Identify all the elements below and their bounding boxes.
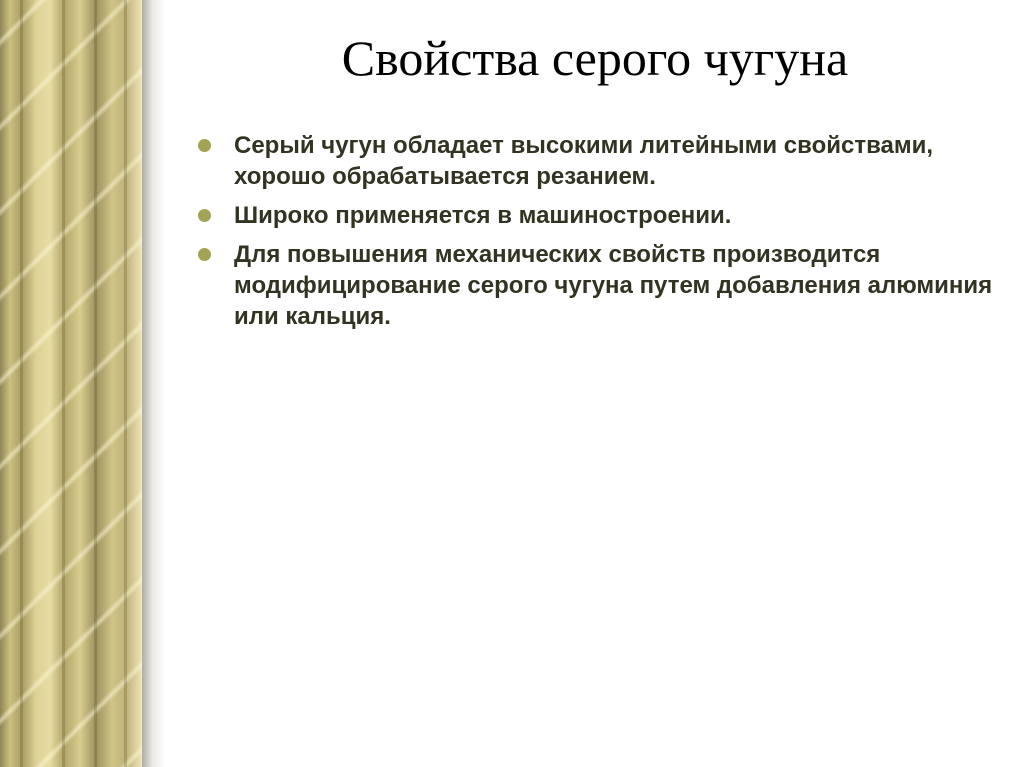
bullet-item <box>198 130 1018 192</box>
border-stripe <box>124 0 127 767</box>
bullet-item <box>198 239 1018 332</box>
border-shadow <box>142 0 166 767</box>
border-stripe <box>94 0 97 767</box>
slide-title: Свойства серого чугуна <box>341 30 849 86</box>
bullet-dot-icon <box>198 248 211 261</box>
bullet-dot-icon <box>198 209 211 222</box>
bullet-item <box>198 200 1018 231</box>
border-stripe <box>62 0 65 767</box>
decorative-gold-border <box>0 0 142 767</box>
bullet-text: Серый чугун обладает высокими литейными свойствами, хорошо обрабатывается резанием. <box>234 132 934 190</box>
border-stripe <box>20 0 23 767</box>
bullet-text: Для повышения механических свойств производится модифицирование серого чугуна путем добавления алюминия или кальция. <box>234 241 993 330</box>
bullet-text: Широко применяется в машиностроении. <box>234 202 732 229</box>
bullet-list <box>198 130 1018 340</box>
bullet-dot-icon <box>198 139 211 152</box>
